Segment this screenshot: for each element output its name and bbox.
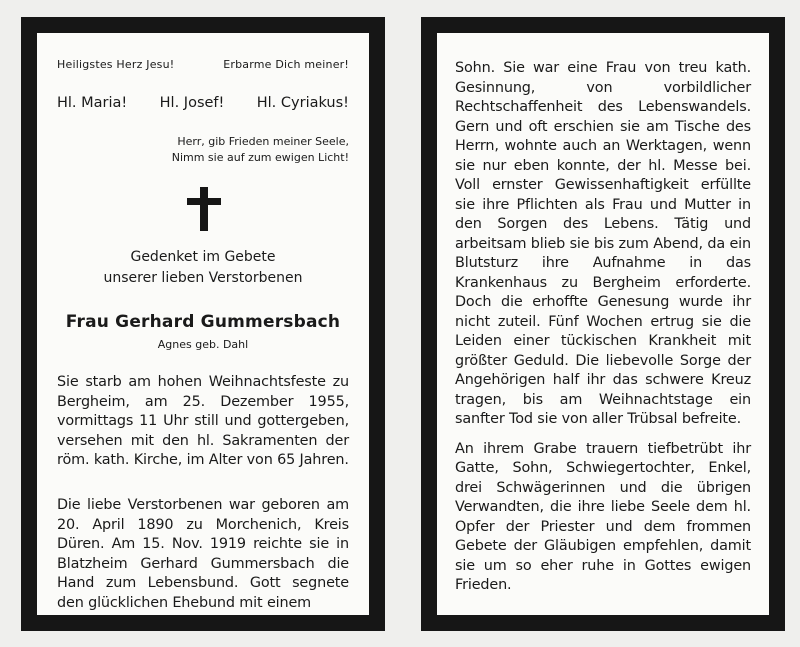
saint-cyriakus: Hl. Cyriakus! [256, 95, 349, 111]
prayer-line-1: Herr, gib Frieden meiner Seele, [177, 135, 349, 148]
death-paragraph-text: Sie starb am hohen Weihnachtsfeste zu Bergheim, am 25. Dezember 1955, vormittags 11 Uhr still und gottergeben, versehen mit den hl. Sakramenten der röm. kath. Kirche, im Alter von 65 Jahren. [57, 374, 349, 468]
prayer-line-2: Nimm sie auf zum ewigen Licht! [171, 151, 349, 164]
left-card-panel [21, 17, 385, 631]
top-invocation [57, 58, 349, 71]
remember-line-2: unserer lieben Verstorbenen [103, 270, 303, 286]
mourners-paragraph: An ihrem Grabe trauern tiefbetrübt ihr Gatte, Sohn, Schwiegertochter, Enkel, drei Schwägerinnen und die übrigen Verwandten, die ihre liebe Seele dem hl. Opfer der Priester und dem frommen Gebete der Gläubigen empfehlen, damit sie um so eher ruhe in Gottes ewigen Frieden. [455, 440, 751, 593]
maiden-name: Agnes geb. Dahl [157, 338, 249, 351]
right-text-block [455, 59, 751, 596]
cross-icon [187, 187, 221, 231]
biography-paragraph [57, 496, 349, 613]
invocation-mercy: Erbarme Dich meiner! [223, 58, 349, 71]
prayer-verse [57, 134, 349, 166]
saints-line [57, 95, 349, 111]
right-card-panel [421, 17, 785, 631]
remember-line-1: Gedenket im Gebete [130, 249, 276, 265]
character-paragraph: Sohn. Sie war eine Frau von treu kath. Gesinnung, von vorbildlicher Rechtschaffenheit des Lebenswandels. Gern und oft erschien sie am Tische des Herrn, wohnte auch an Werktagen, wenn sie nur eben konnte, der hl. Messe bei. Voll ernster Gewissenhaftigkeit erfüllte sie ihre Pflichten als Frau und Mutter in den Sorgen des Lebens. Tätig und arbeitsam blieb sie bis zum Abend, da ein Blutsturz ihre Aufnahme in das Krankenhaus zu Bergheim erforderte. Doch die erhoffte Genesung wurde ihr nicht zuteil. Fünf Wochen ertrug sie die Leiden einer tückischen Krankheit mit größter Geduld. Die liebevolle Sorge der Angehörigen half ihr das schwere Kreuz tragen, bis am Weihnachtstage ein sanfter Tod sie von aller Trübsal befreite. [455, 60, 751, 427]
death-paragraph [57, 373, 349, 471]
remember-heading [57, 247, 349, 289]
invocation-heart: Heiligstes Herz Jesu! [57, 58, 175, 71]
saint-maria: Hl. Maria! [57, 95, 128, 111]
deceased-name: Frau Gerhard Gummersbach [65, 312, 341, 332]
saint-josef: Hl. Josef! [159, 95, 225, 111]
biography-paragraph-text: Die liebe Verstorbenen war geboren am 20. April 1890 zu Morchenich, Kreis Düren. Am 15. Nov. 1919 reichte sie in Blatzheim Gerhard Gummersbach die Hand zum Lebensbund. Gott segnete den glücklichen Ehebund mit einem [57, 497, 349, 611]
